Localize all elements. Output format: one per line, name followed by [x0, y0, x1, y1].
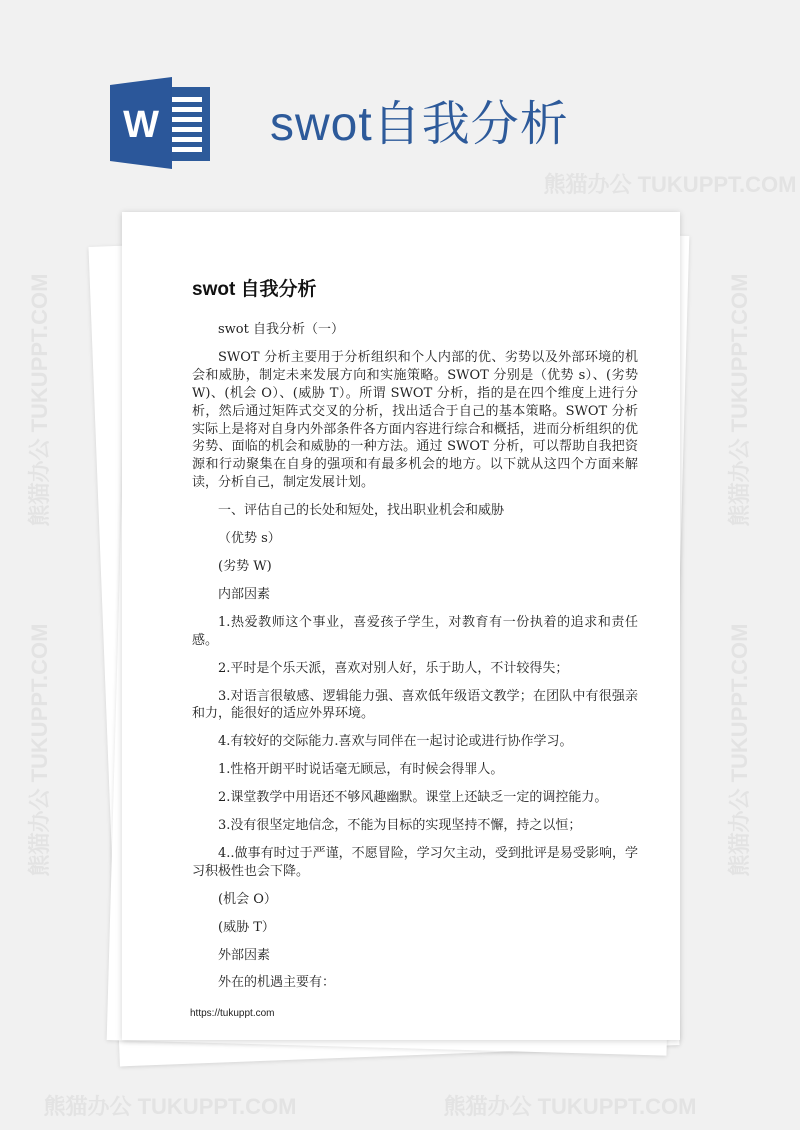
paragraph: 3.对语言很敏感、逻辑能力强、喜欢低年级语文教学；在团队中有很强亲和力，能很好的适应外界环境。 [192, 688, 638, 722]
watermark: 熊猫办公 TUKUPPT.COM [443, 1094, 697, 1119]
footer-url: https://tukuppt.com [190, 1008, 275, 1020]
watermark: 熊猫办公 TUKUPPT.COM [727, 273, 752, 527]
document-body [192, 274, 638, 1020]
paragraph: SWOT 分析主要用于分析组织和个人内部的优、劣势以及外部环境的机会和威胁，制定未来发展方向和实施策略。SWOT 分别是（优势 s）、(劣势 W)、(机会 O）、(威胁 T）。所谓 SWOT 分析，指的是在四个维度上进行分析，然后通过矩阵式交叉的分析，找出适合于自己的基本策略。SWOT 分析实际上是将对自身内外部条件各方面内容进行综合和概括，进而分析组织的优劣势、面临的机会和威胁的一种方法。通过 SWOT 分析，可以帮助自我把资源和行动聚集在自身的强项和有最多机会的地方。以下就从这四个方面来解读，分析自己，制定发展计划。 [192, 349, 638, 491]
paragraph: 4.有较好的交际能力.喜欢与同伴在一起讨论或进行协作学习。 [218, 734, 573, 750]
paragraph: swot 自我分析（一） [218, 322, 344, 337]
paragraph: (劣势 W) [218, 558, 272, 574]
paragraph: （优势 s） [218, 531, 281, 547]
paragraph: (威胁 T） [218, 919, 275, 935]
paragraph: 外部因素 [218, 947, 271, 963]
paragraph: 一、评估自己的长处和短处，找出职业机会和威胁 [218, 503, 505, 519]
page-title: swot自我分析 [270, 98, 569, 151]
watermark: 熊猫办公 TUKUPPT.COM [27, 623, 52, 877]
paragraph: 2.平时是个乐天派，喜欢对别人好，乐于助人，不计较得失； [218, 660, 569, 676]
watermark: 熊猫办公 TUKUPPT.COM [543, 172, 797, 197]
word-document-icon [110, 77, 214, 169]
document-title: swot 自我分析 [192, 279, 317, 300]
watermark: 熊猫办公 TUKUPPT.COM [43, 1094, 297, 1119]
svg-text:W: W [123, 104, 159, 146]
paragraph: 1.性格开朗平时说话毫无顾忌，有时候会得罪人。 [218, 762, 504, 778]
paragraph: 1.热爱教师这个事业，喜爱孩子学生，对教育有一份执着的追求和责任感。 [192, 614, 638, 648]
paragraph: 外在的机遇主要有： [218, 975, 336, 991]
document-page [122, 212, 680, 1040]
watermark: 熊猫办公 TUKUPPT.COM [27, 273, 52, 527]
paragraph: 内部因素 [218, 586, 271, 602]
paragraph: 4..做事有时过于严谨，不愿冒险，学习欠主动，受到批评是易受影响，学习积极性也会下降。 [192, 845, 638, 879]
paragraph: (机会 O） [218, 891, 277, 907]
watermark: 熊猫办公 TUKUPPT.COM [727, 623, 752, 877]
paragraph: 2.课堂教学中用语还不够风趣幽默。课堂上还缺乏一定的调控能力。 [218, 790, 608, 806]
paragraph: 3.没有很坚定地信念，不能为目标的实现坚持不懈，持之以恒； [218, 818, 582, 834]
